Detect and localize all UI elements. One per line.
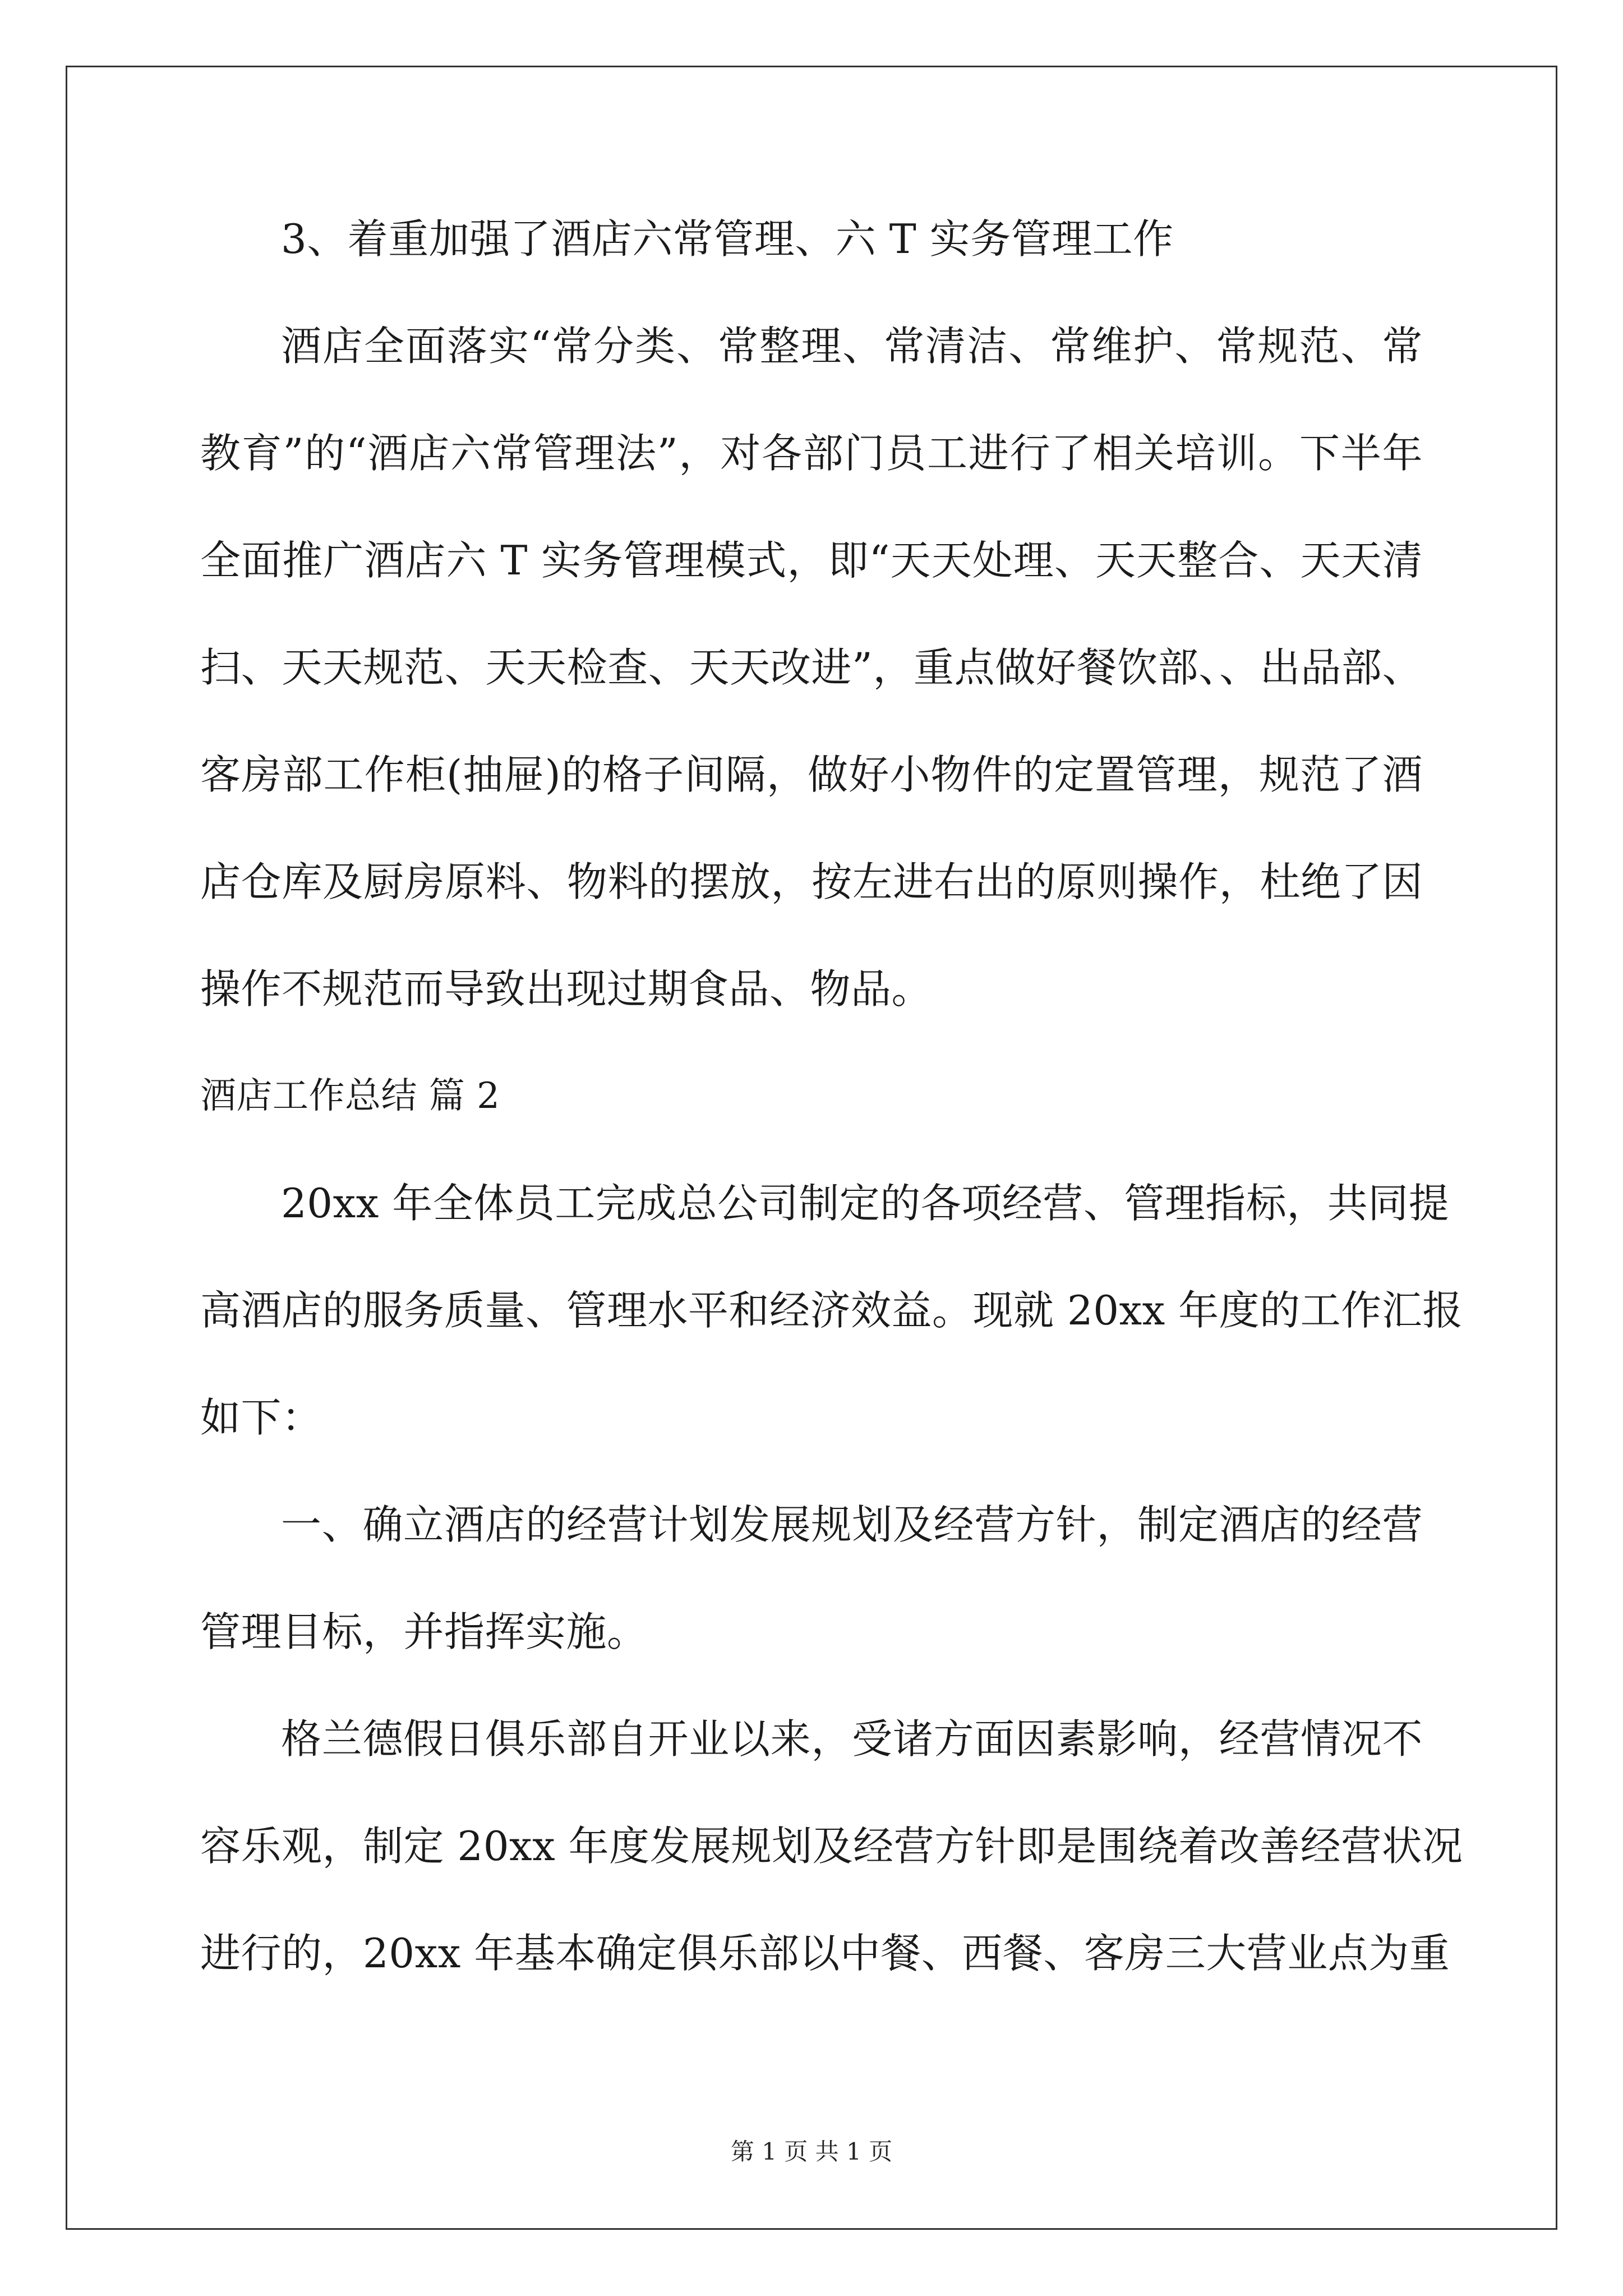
paragraph-line: 管理目标，并指挥实施。 bbox=[200, 1608, 648, 1655]
page-number: 第 1 页 共 1 页 bbox=[730, 2138, 893, 2165]
paragraph-line: 酒店全面落实“常分类、常整理、常清洁、常维护、常规范、常 bbox=[281, 323, 1423, 370]
paragraph-line: 教育”的“酒店六常管理法”，对各部门员工进行了相关培训。下半年 bbox=[200, 430, 1423, 477]
paragraph-line: 客房部工作柜(抽屉)的格子间隔，做好小物件的定置管理，规范了酒 bbox=[200, 751, 1423, 798]
paragraph-line: 如下： bbox=[200, 1394, 322, 1441]
paragraph-line: 操作不规范而导致出现过期食品、物品。 bbox=[200, 965, 933, 1013]
article-title: 酒店工作总结 篇 2 bbox=[200, 1075, 500, 1117]
page-border bbox=[66, 66, 1557, 2230]
paragraph-line: 全面推广酒店六 T 实务管理模式，即“天天处理、天天整合、天天清 bbox=[200, 537, 1423, 584]
paragraph-line: 容乐观，制定 20xx 年度发展规划及经营方针即是围绕着改善经营状况 bbox=[200, 1823, 1463, 1870]
paragraph-line: 一、确立酒店的经营计划发展规划及经营方针，制定酒店的经营 bbox=[281, 1501, 1423, 1548]
section-heading: 3、着重加强了酒店六常管理、六 T 实务管理工作 bbox=[281, 215, 1174, 263]
paragraph-line: 格兰德假日俱乐部自开业以来，受诸方面因素影响，经营情况不 bbox=[281, 1715, 1423, 1763]
paragraph-line: 20xx 年全体员工完成总公司制定的各项经营、管理指标，共同提 bbox=[281, 1180, 1450, 1227]
paragraph-line: 高酒店的服务质量、管理水平和经济效益。现就 20xx 年度的工作汇报 bbox=[200, 1287, 1463, 1334]
paragraph-line: 扫、天天规范、天天检查、天天改进”，重点做好餐饮部、、出品部、 bbox=[200, 644, 1423, 691]
paragraph-line: 进行的，20xx 年基本确定俱乐部以中餐、西餐、客房三大营业点为重 bbox=[200, 1930, 1450, 1977]
paragraph-line: 店仓库及厨房原料、物料的摆放，按左进右出的原则操作，杜绝了因 bbox=[200, 858, 1423, 905]
